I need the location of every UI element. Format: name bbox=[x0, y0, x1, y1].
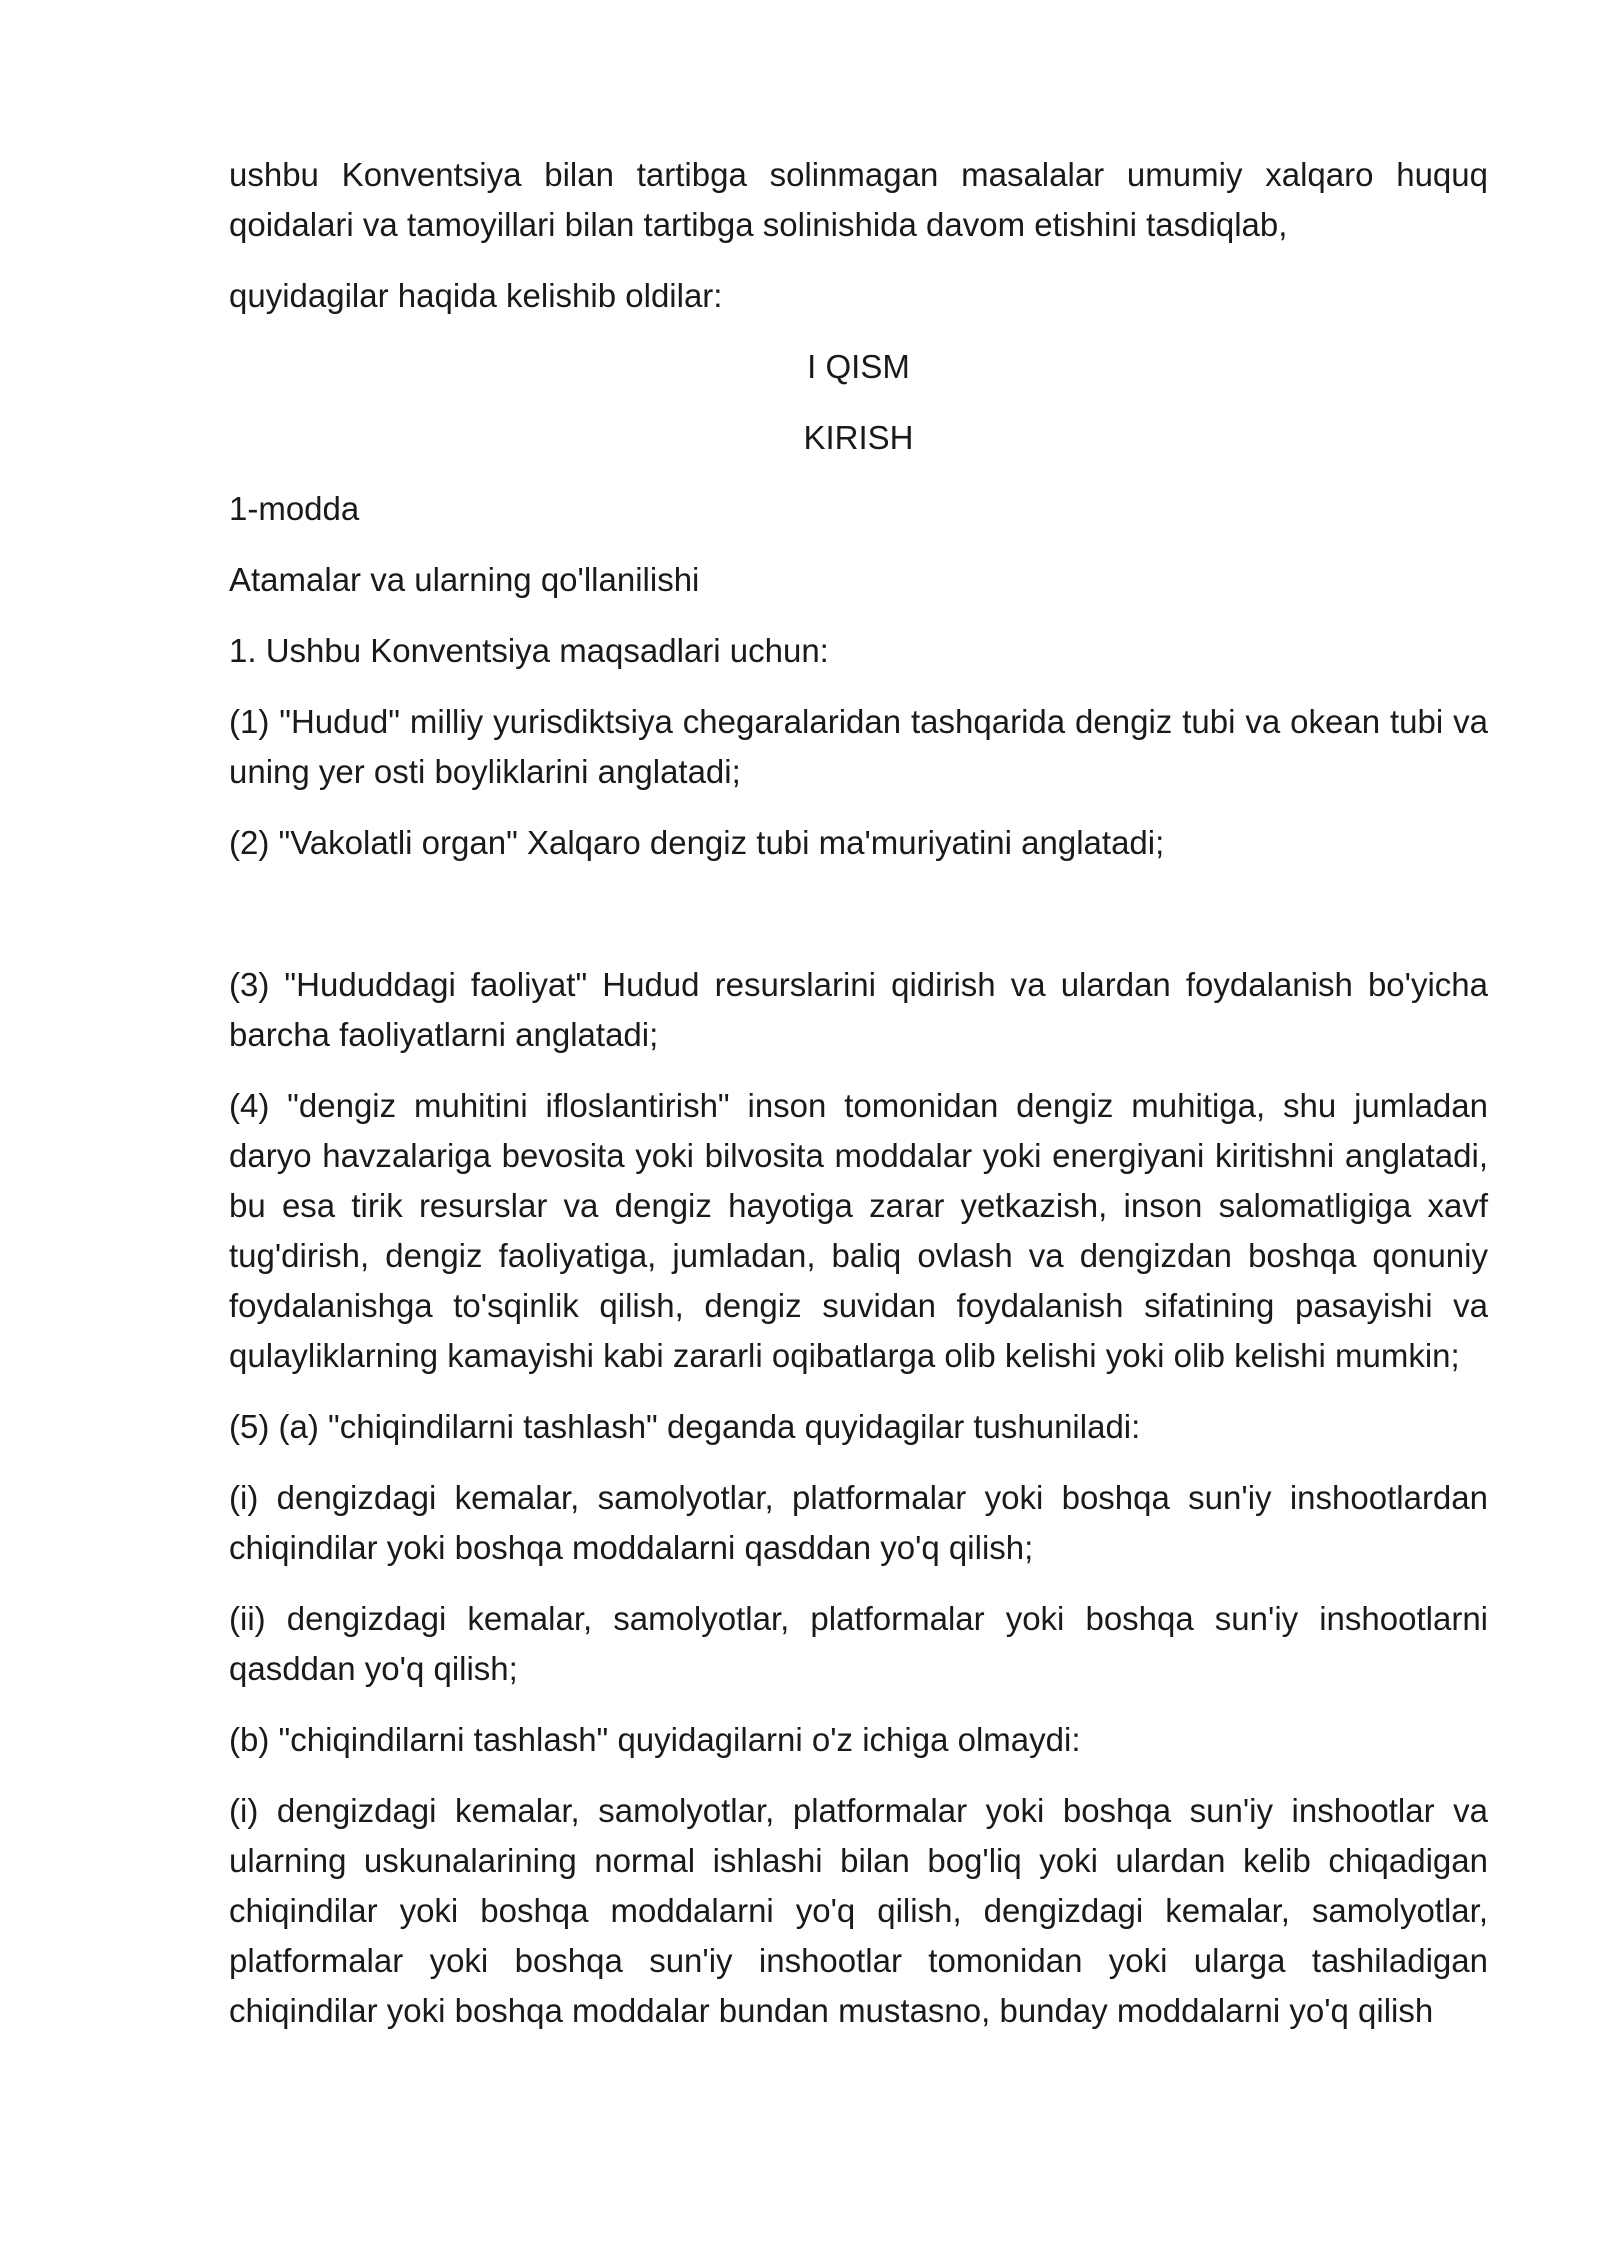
definition-4: (4) "dengiz muhitini ifloslantirish" inson tomonidan dengiz muhitiga, shu jumladan daryo havzalariga bevosita yoki bilvosita moddalar yoki energiyani kiritishni anglatadi, bu esa tirik resurslar va dengiz hayotiga zarar yetkazish, inson salomatligiga xavf tug'dirish, dengiz faoliyatiga, jumladan, baliq ovlash va dengizdan boshqa qonuniy foydalanishga to'sqinlik qilish, dengiz suvidan foydalanish sifatining pasayishi va qulayliklarning kamayishi kabi zararli oqibatlarga olib kelishi yoki olib kelishi mumkin; bbox=[229, 1087, 1488, 1374]
definition-5a: (5) (a) "chiqindilarni tashlash" deganda quyidagilar tushuniladi: bbox=[229, 1408, 1141, 1445]
definition-5a-i: (i) dengizdagi kemalar, samolyotlar, platformalar yoki boshqa sun'iy inshootlardan chiqindilar yoki boshqa moddalarni qasddan yo'q qilish; bbox=[229, 1479, 1488, 1566]
definition-5a-ii: (ii) dengizdagi kemalar, samolyotlar, platformalar yoki boshqa sun'iy inshootlarni qasddan yo'q qilish; bbox=[229, 1600, 1488, 1687]
definition-5b: (b) "chiqindilarni tashlash" quyidagilarni o'z ichiga olmaydi: bbox=[229, 1721, 1081, 1758]
part-heading: I QISM bbox=[807, 348, 910, 385]
definition-1: (1) "Hudud" milliy yurisdiktsiya chegaralaridan tashqarida dengiz tubi va okean tubi va uning yer osti boyliklarini anglatadi; bbox=[229, 703, 1488, 790]
preamble-paragraph: ushbu Konventsiya bilan tartibga solinmagan masalalar umumiy xalqaro huquq qoidalari va tamoyillari bilan tartibga solinishida davom etishini tasdiqlab, bbox=[229, 156, 1488, 243]
part-title: KIRISH bbox=[803, 419, 914, 456]
agreement-line: quyidagilar haqida kelishib oldilar: bbox=[229, 277, 723, 314]
article-number: 1-modda bbox=[229, 490, 360, 527]
document-body bbox=[229, 150, 1488, 2057]
clause-intro: 1. Ushbu Konventsiya maqsadlari uchun: bbox=[229, 632, 829, 669]
definition-3: (3) "Hududdagi faoliyat" Hudud resurslarini qidirish va ulardan foydalanish bo'yicha barcha faoliyatlarni anglatadi; bbox=[229, 966, 1488, 1053]
article-title: Atamalar va ularning qo'llanilishi bbox=[229, 561, 700, 598]
definition-2: (2) "Vakolatli organ" Xalqaro dengiz tubi ma'muriyatini anglatadi; bbox=[229, 824, 1165, 861]
blank-gap bbox=[229, 889, 1488, 960]
definition-5b-i: (i) dengizdagi kemalar, samolyotlar, platformalar yoki boshqa sun'iy inshootlar va ularning uskunalarining normal ishlashi bilan bog'liq yoki ulardan kelib chiqadigan chiqindilar yoki boshqa moddalarni yo'q qilish, dengizdagi kemalar, samolyotlar, platformalar yoki boshqa sun'iy inshootlar tomonidan yoki ularga tashiladigan chiqindilar yoki boshqa moddalar bundan mustasno, bunday moddalarni yo'q qilish bbox=[229, 1792, 1488, 2029]
